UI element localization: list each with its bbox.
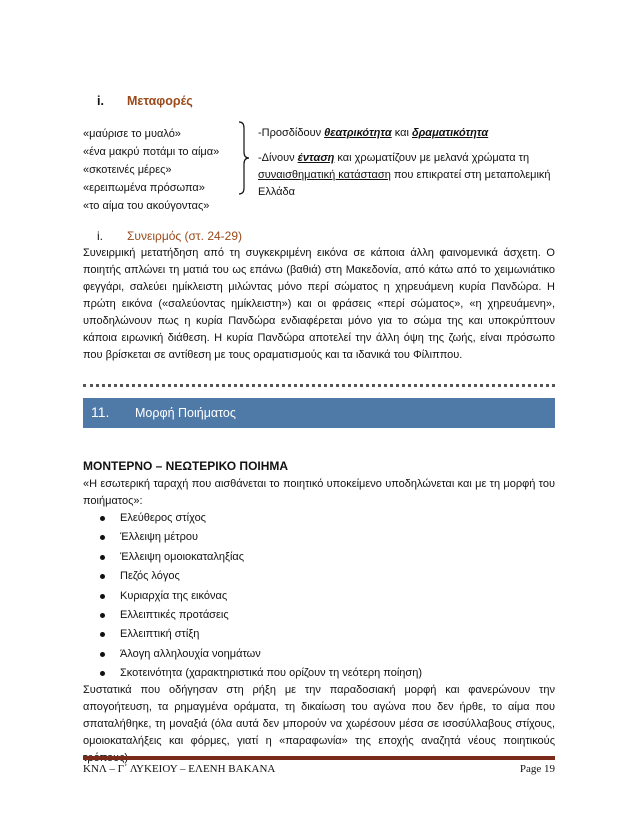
metaphor-quotes — [83, 125, 219, 215]
metaphor-notes — [258, 125, 558, 209]
list-item: Κυριαρχία της εικόνας — [100, 587, 422, 606]
list-item: Σκοτεινότητα (χαρακτηριστικά που ορίζουν τη νεότερη ποίηση) — [100, 664, 422, 683]
list-item: Πεζός λόγος — [100, 567, 422, 586]
list-item: Άλογη αλληλουχία νοημάτων — [100, 645, 422, 664]
closing-paragraph: Συστατικά που οδήγησαν στη ρήξη με την παραδοσιακή μορφή και φανερώνουν την απογοήτευση, τα ρημαγμένα οράματα, τη δικαίωση του αγώνα που δεν ήρθε, το αίμα που σπαταλήθηκε, τη μοναξιά (όλα αυτά δεν μπορούν να χωρέσουν μέσα σε ισοσύλλαβους στίχους, ομοιοκαταλήξεις και φόρμες, γιατί η «παραφωνία» της εποχής αναζητά νέους ποιητικούς — [83, 684, 555, 747]
list-item: Έλλειψη ομοιοκαταληξίας — [100, 548, 422, 567]
metaphors-heading — [97, 94, 193, 108]
footer-author: ΚΝΛ – Γ΄ ΛΥΚΕΙΟΥ – ΕΛΕΝΗ ΒΑΚΑΝΑ — [83, 763, 276, 775]
modern-poem-title: ΜΟΝΤΕΡΝΟ – ΝΕΩΤΕΡΙΚΟ ΠΟΙΗΜΑ — [83, 459, 289, 473]
note-theatricality: -Προσδίδουν θεατρικότητα και δραματικότητα — [258, 127, 489, 139]
metaphors-title: Μεταφορές — [127, 94, 193, 108]
page-number: Page 19 — [519, 763, 555, 775]
quote-item: «το αίμα του ακούγοντας» — [83, 200, 210, 212]
modern-intro: «Η εσωτερική ταραχή που αισθάνεται το ποιητικό υποκείμενο υποδηλώνεται και με τη μορφή του ποιήματος»: — [83, 478, 555, 507]
list-item: Ελλειπτικές προτάσεις — [100, 606, 422, 625]
metaphors-numeral: i. — [97, 94, 104, 108]
curly-brace-icon — [236, 120, 252, 196]
quote-item: «ένα μακρύ ποτάμι το αίμα» — [83, 146, 220, 158]
quote-item: «σκοτεινές μέρες» — [83, 164, 172, 176]
association-paragraph: Συνειρμική μετατήδηση από τη συγκεκριμένη εικόνα σε κάποια άλλη φαινομενικά άσχετη. Ο ποιητής απλώνει τη ματιά του ως επάνω (βαθιά) στη Μακεδονία, από κάτω από το χειμωνιάτικο φεγγάρι, σαλεύει ημίκλειστη μιλώντας μόνο περί σώματος η χηρευάμενη κυρία Πανδώρα. Η πρώτη εικόνα («σαλεύοντας ημίκλειστη») και οι φράσεις «περί σώματος», «η χηρευάμενη», υποδηλώνουν πως η κυρία Πανδώρα ενδιαφέρεται μόνο για το σώμα της και υποκρύπτουν κάποια ειρωνική διάθεση. Η κυρία Πανδώρα αποτελεί την άλλη όψη της ζωής, είναι πρόσωπο που βρίσκεται σε αντίθεση με τους οραματισμούς και τα ιδανικά του Φίλιππου. — [83, 247, 555, 361]
quote-item: «μαύρισε το μυαλό» — [83, 128, 181, 140]
footer-divider — [83, 756, 555, 760]
banner-number: 11. — [91, 404, 110, 420]
list-item: Ελεύθερος στίχος — [100, 509, 422, 528]
association-numeral: i. — [97, 229, 103, 243]
banner-title: Μορφή Ποιήματος — [135, 406, 236, 420]
dotted-divider — [83, 384, 555, 390]
association-title: Συνειρμός (στ. 24-29) — [127, 229, 243, 243]
list-item: Ελλειπτική στίξη — [100, 625, 422, 644]
note-intensity: -Δίνουν ένταση και χρωματίζουν με μελανά χρώματα τη συναισθηματική κατάσταση που επικρατεί στη μεταπολεμική Ελλάδα — [258, 152, 551, 198]
association-heading — [97, 229, 242, 243]
section-banner — [83, 398, 555, 428]
traits-list — [100, 509, 422, 684]
quote-item: «ερειπωμένα πρόσωπα» — [83, 182, 205, 194]
list-item: Έλλειψη μέτρου — [100, 528, 422, 547]
